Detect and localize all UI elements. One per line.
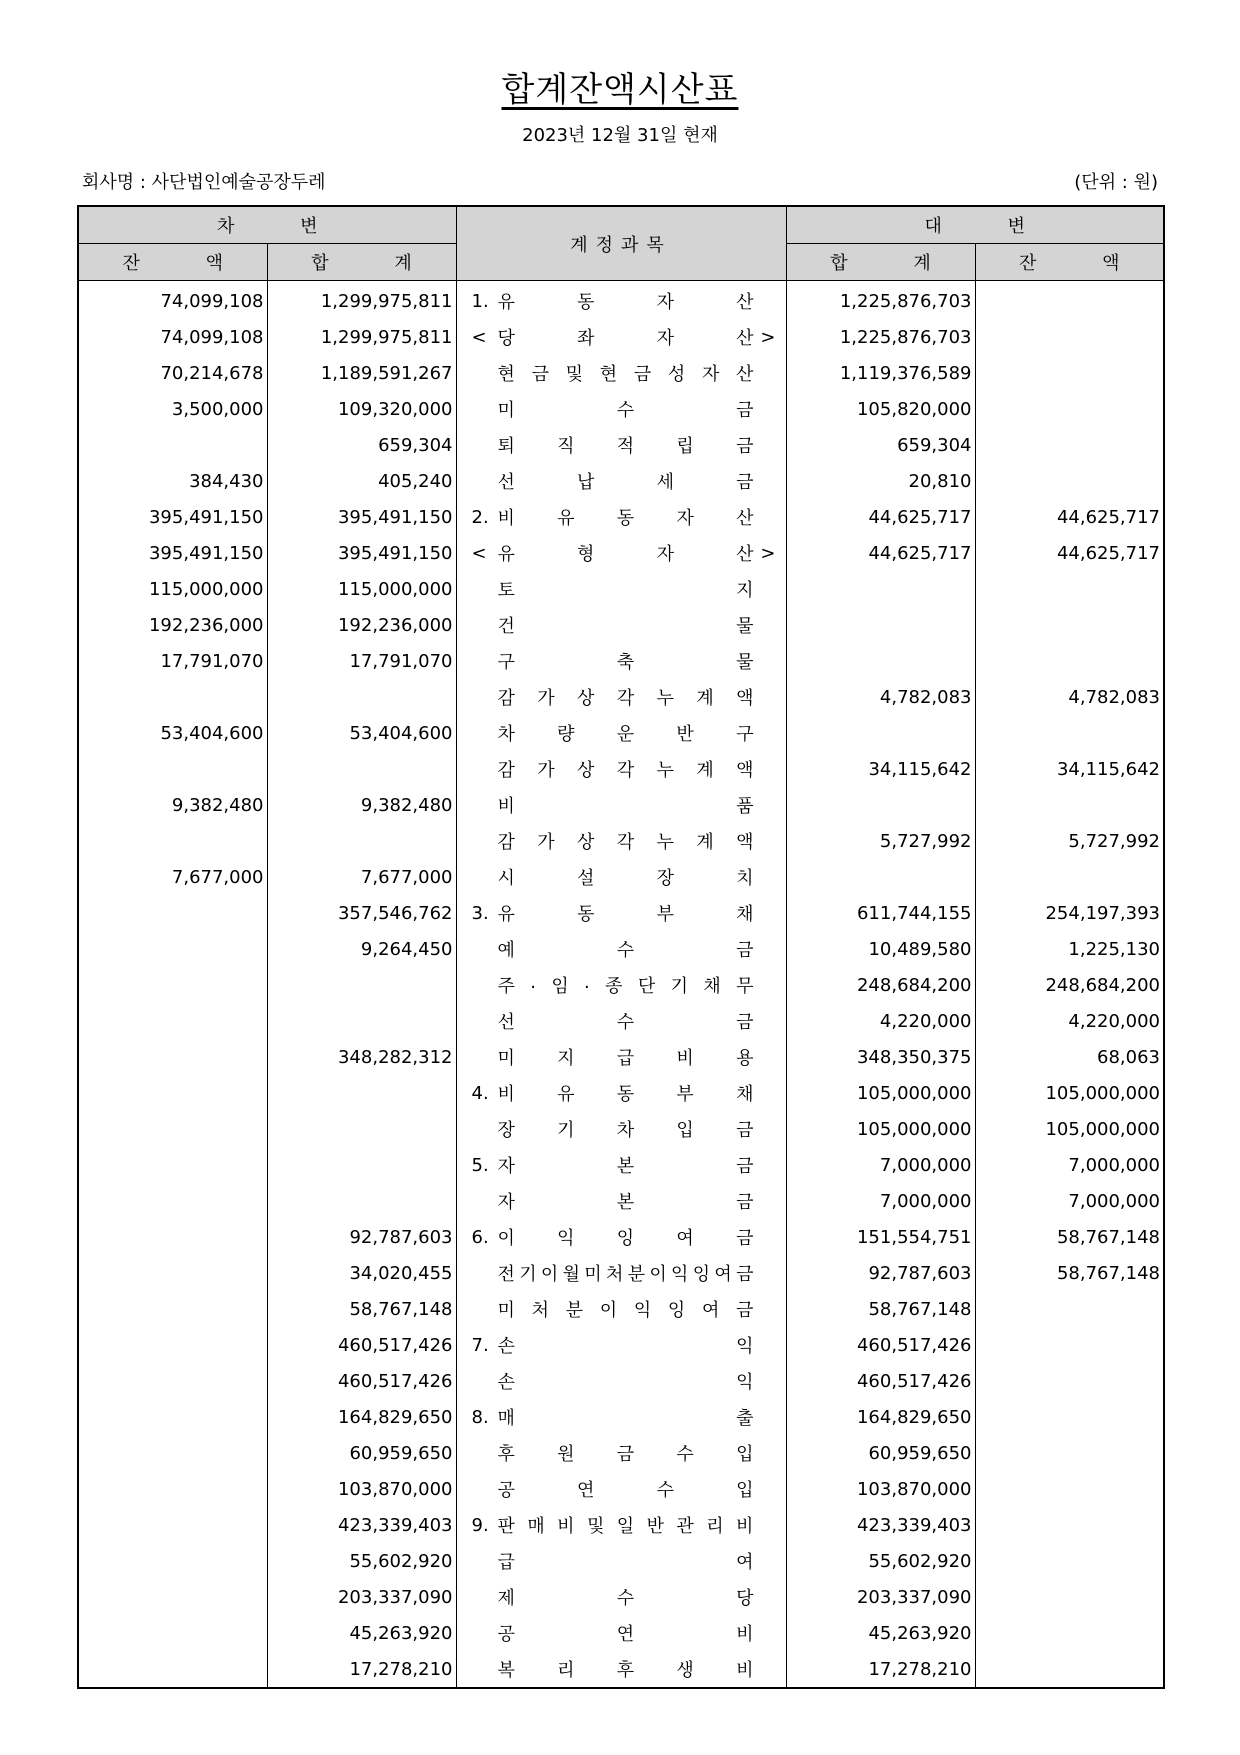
- debit-total-cell: 109,320,000: [267, 391, 456, 427]
- credit-total-cell: 20,810: [786, 463, 975, 499]
- table-row: [78, 1615, 1164, 1651]
- account-cell: [456, 751, 786, 787]
- credit-total-cell: 164,829,650: [786, 1399, 975, 1435]
- account-cell: [456, 1111, 786, 1147]
- debit-balance-cell: [78, 1471, 267, 1507]
- debit-balance-cell: [78, 895, 267, 931]
- credit-balance-cell: 34,115,642: [975, 751, 1164, 787]
- account-name: 제 수 당: [497, 1588, 754, 1609]
- credit-balance-cell: [975, 1615, 1164, 1651]
- table-row: [78, 1111, 1164, 1147]
- account-name: 자 본 금: [497, 1156, 754, 1177]
- debit-total-header: 합 계: [267, 244, 456, 281]
- account-cell: [456, 1579, 786, 1615]
- account-name: 손 익: [497, 1336, 754, 1357]
- credit-balance-cell: [975, 607, 1164, 643]
- credit-balance-cell: [975, 319, 1164, 355]
- account-cell: [456, 1651, 786, 1688]
- credit-balance-cell: [975, 355, 1164, 391]
- credit-total-cell: 55,602,920: [786, 1543, 975, 1579]
- account-cell: [456, 679, 786, 715]
- credit-total-cell: 4,782,083: [786, 679, 975, 715]
- table-row: [78, 607, 1164, 643]
- credit-balance-cell: 58,767,148: [975, 1255, 1164, 1291]
- debit-total-cell: 7,677,000: [267, 859, 456, 895]
- table-row: [78, 751, 1164, 787]
- account-prefix: 1.: [471, 290, 489, 312]
- table-row: [78, 1399, 1164, 1435]
- debit-balance-cell: [78, 679, 267, 715]
- account-name: 자 본 금: [497, 1192, 754, 1213]
- account-header: 계정과목: [456, 206, 786, 281]
- account-cell: [456, 571, 786, 607]
- debit-balance-cell: [78, 427, 267, 463]
- credit-total-cell: [786, 607, 975, 643]
- table-row: [78, 427, 1164, 463]
- credit-total-cell: 60,959,650: [786, 1435, 975, 1471]
- debit-total-cell: [267, 1147, 456, 1183]
- table-row: [78, 355, 1164, 391]
- account-cell: [456, 1507, 786, 1543]
- debit-balance-cell: [78, 1183, 267, 1219]
- credit-total-cell: 10,489,580: [786, 931, 975, 967]
- debit-total-cell: 17,278,210: [267, 1651, 456, 1688]
- credit-total-cell: 348,350,375: [786, 1039, 975, 1075]
- credit-total-cell: 103,870,000: [786, 1471, 975, 1507]
- account-cell: [456, 1291, 786, 1327]
- credit-total-cell: 92,787,603: [786, 1255, 975, 1291]
- account-name: 건 물: [497, 616, 754, 637]
- debit-balance-cell: 53,404,600: [78, 715, 267, 751]
- debit-balance-cell: [78, 1219, 267, 1255]
- credit-balance-cell: [975, 715, 1164, 751]
- debit-balance-cell: [78, 1363, 267, 1399]
- account-name: 선 수 금: [497, 1012, 754, 1033]
- account-name: 차 량 운 반 구: [497, 724, 754, 745]
- table-row: [78, 895, 1164, 931]
- account-name: 매 출: [497, 1408, 754, 1429]
- account-name: 예 수 금: [497, 940, 754, 961]
- account-name: 당 좌 자 산: [497, 328, 754, 349]
- credit-balance-cell: [975, 427, 1164, 463]
- account-cell: [456, 1003, 786, 1039]
- debit-balance-cell: 384,430: [78, 463, 267, 499]
- table-row: [78, 1471, 1164, 1507]
- credit-total-cell: 5,727,992: [786, 823, 975, 859]
- account-cell: [456, 643, 786, 679]
- debit-total-cell: 45,263,920: [267, 1615, 456, 1651]
- credit-balance-cell: 58,767,148: [975, 1219, 1164, 1255]
- debit-balance-cell: [78, 1651, 267, 1688]
- credit-total-cell: 1,225,876,703: [786, 281, 975, 320]
- debit-total-cell: 395,491,150: [267, 535, 456, 571]
- account-name: 미 처 분 이 익 잉 여 금: [497, 1300, 754, 1321]
- credit-balance-cell: 44,625,717: [975, 499, 1164, 535]
- account-name: 구 축 물: [497, 652, 754, 673]
- credit-balance-cell: 68,063: [975, 1039, 1164, 1075]
- credit-total-cell: 659,304: [786, 427, 975, 463]
- credit-balance-cell: [975, 859, 1164, 895]
- table-row: [78, 1507, 1164, 1543]
- table-row: [78, 1363, 1164, 1399]
- debit-total-cell: 115,000,000: [267, 571, 456, 607]
- trial-balance-table: [77, 205, 1165, 1689]
- account-prefix: 2.: [471, 506, 489, 528]
- debit-total-cell: 34,020,455: [267, 1255, 456, 1291]
- account-cell: [456, 319, 786, 355]
- debit-total-cell: 460,517,426: [267, 1327, 456, 1363]
- account-cell: [456, 715, 786, 751]
- table-row: [78, 1651, 1164, 1688]
- debit-balance-cell: [78, 1615, 267, 1651]
- account-name: 비 품: [497, 796, 754, 817]
- account-prefix: <: [471, 542, 487, 564]
- debit-total-cell: 423,339,403: [267, 1507, 456, 1543]
- debit-total-cell: 60,959,650: [267, 1435, 456, 1471]
- table-row: [78, 391, 1164, 427]
- credit-balance-cell: 105,000,000: [975, 1111, 1164, 1147]
- account-prefix: 8.: [471, 1406, 489, 1428]
- account-name: 후 원 금 수 입: [497, 1444, 754, 1465]
- account-prefix: 4.: [471, 1082, 489, 1104]
- debit-total-cell: 92,787,603: [267, 1219, 456, 1255]
- credit-balance-cell: [975, 463, 1164, 499]
- account-name: 공 연 수 입: [497, 1480, 754, 1501]
- table-row: [78, 1039, 1164, 1075]
- account-cell: [456, 463, 786, 499]
- account-cell: [456, 427, 786, 463]
- debit-balance-cell: [78, 1435, 267, 1471]
- credit-total-cell: 45,263,920: [786, 1615, 975, 1651]
- credit-balance-cell: [975, 1291, 1164, 1327]
- account-suffix: >: [760, 326, 776, 348]
- account-name: 복 리 후 생 비: [497, 1660, 754, 1681]
- debit-balance-cell: 9,382,480: [78, 787, 267, 823]
- credit-total-cell: 460,517,426: [786, 1363, 975, 1399]
- account-name: 퇴 직 적 립 금: [497, 436, 754, 457]
- credit-total-cell: [786, 571, 975, 607]
- table-row: [78, 787, 1164, 823]
- credit-balance-cell: [975, 391, 1164, 427]
- debit-balance-cell: [78, 1147, 267, 1183]
- credit-total-cell: 151,554,751: [786, 1219, 975, 1255]
- debit-total-cell: 1,189,591,267: [267, 355, 456, 391]
- account-name: 전 기 이 월 미 처 분 이 익 잉 여 금: [497, 1264, 754, 1285]
- debit-total-cell: 203,337,090: [267, 1579, 456, 1615]
- credit-balance-cell: 4,782,083: [975, 679, 1164, 715]
- account-name: 현 금 및 현 금 성 자 산: [497, 364, 754, 385]
- debit-balance-cell: 395,491,150: [78, 535, 267, 571]
- debit-total-cell: 348,282,312: [267, 1039, 456, 1075]
- credit-balance-cell: [975, 1327, 1164, 1363]
- debit-total-cell: [267, 1111, 456, 1147]
- credit-balance-cell: 7,000,000: [975, 1147, 1164, 1183]
- table-row: [78, 1075, 1164, 1111]
- account-cell: [456, 1363, 786, 1399]
- account-cell: [456, 355, 786, 391]
- debit-balance-cell: 70,214,678: [78, 355, 267, 391]
- debit-balance-cell: [78, 1003, 267, 1039]
- credit-total-header: 합 계: [786, 244, 975, 281]
- credit-total-cell: 423,339,403: [786, 1507, 975, 1543]
- table-row: [78, 463, 1164, 499]
- table-row: [78, 643, 1164, 679]
- table-row: [78, 1255, 1164, 1291]
- credit-balance-cell: 1,225,130: [975, 931, 1164, 967]
- debit-total-cell: 164,829,650: [267, 1399, 456, 1435]
- table-row: [78, 1435, 1164, 1471]
- debit-balance-cell: [78, 1399, 267, 1435]
- account-name: 급 여: [497, 1552, 754, 1573]
- account-name: 감 가 상 각 누 계 액: [497, 688, 754, 709]
- credit-total-cell: [786, 715, 975, 751]
- debit-total-cell: 460,517,426: [267, 1363, 456, 1399]
- report-date: 2023년 12월 31일 현재: [522, 125, 718, 146]
- table-row: [78, 1579, 1164, 1615]
- account-prefix: 5.: [471, 1154, 489, 1176]
- credit-total-cell: 7,000,000: [786, 1183, 975, 1219]
- credit-balance-cell: [975, 1507, 1164, 1543]
- credit-balance-cell: 105,000,000: [975, 1075, 1164, 1111]
- debit-total-cell: 1,299,975,811: [267, 281, 456, 320]
- table-row: [78, 281, 1164, 320]
- credit-balance-cell: [975, 1399, 1164, 1435]
- account-cell: [456, 1543, 786, 1579]
- table-row: [78, 967, 1164, 1003]
- table-row: [78, 319, 1164, 355]
- credit-total-cell: [786, 787, 975, 823]
- credit-total-cell: 17,278,210: [786, 1651, 975, 1688]
- credit-header: 대 변: [786, 206, 1164, 244]
- debit-total-cell: [267, 823, 456, 859]
- table-body: [78, 281, 1164, 1689]
- account-name: 미 지 급 비 용: [497, 1048, 754, 1069]
- debit-balance-cell: [78, 1039, 267, 1075]
- account-cell: [456, 499, 786, 535]
- account-cell: [456, 895, 786, 931]
- account-name: 선 납 세 금: [497, 472, 754, 493]
- credit-total-cell: 105,820,000: [786, 391, 975, 427]
- credit-balance-cell: [975, 281, 1164, 320]
- account-prefix: 6.: [471, 1226, 489, 1248]
- table-row: [78, 1183, 1164, 1219]
- account-cell: [456, 1615, 786, 1651]
- credit-balance-cell: 44,625,717: [975, 535, 1164, 571]
- account-name: 토 지: [497, 580, 754, 601]
- account-cell: [456, 607, 786, 643]
- debit-balance-cell: [78, 1543, 267, 1579]
- credit-total-cell: 4,220,000: [786, 1003, 975, 1039]
- debit-balance-cell: [78, 967, 267, 1003]
- credit-total-cell: 248,684,200: [786, 967, 975, 1003]
- credit-total-cell: 1,225,876,703: [786, 319, 975, 355]
- debit-total-cell: [267, 751, 456, 787]
- table-row: [78, 535, 1164, 571]
- credit-total-cell: 611,744,155: [786, 895, 975, 931]
- debit-balance-cell: 74,099,108: [78, 281, 267, 320]
- table-row: [78, 1291, 1164, 1327]
- debit-total-cell: [267, 1183, 456, 1219]
- debit-total-cell: 357,546,762: [267, 895, 456, 931]
- credit-total-cell: 460,517,426: [786, 1327, 975, 1363]
- account-name: 판 매 비 및 일 반 관 리 비: [497, 1516, 754, 1537]
- account-name: 시 설 장 치: [497, 868, 754, 889]
- debit-total-cell: [267, 679, 456, 715]
- account-cell: [456, 823, 786, 859]
- credit-total-cell: 203,337,090: [786, 1579, 975, 1615]
- debit-total-cell: [267, 1003, 456, 1039]
- debit-total-cell: [267, 967, 456, 1003]
- account-cell: [456, 535, 786, 571]
- account-name: 미 수 금: [497, 400, 754, 421]
- account-name: 유 동 부 채: [497, 904, 754, 925]
- table-row: [78, 1219, 1164, 1255]
- table-row: [78, 571, 1164, 607]
- credit-balance-cell: 248,684,200: [975, 967, 1164, 1003]
- table-row: [78, 1147, 1164, 1183]
- debit-balance-cell: [78, 1075, 267, 1111]
- debit-balance-cell: [78, 823, 267, 859]
- debit-balance-cell: 395,491,150: [78, 499, 267, 535]
- table-row: [78, 931, 1164, 967]
- credit-balance-header: 잔 액: [975, 244, 1164, 281]
- credit-balance-cell: [975, 1435, 1164, 1471]
- debit-balance-cell: [78, 931, 267, 967]
- account-prefix: <: [471, 326, 487, 348]
- table-row: [78, 499, 1164, 535]
- debit-total-cell: 58,767,148: [267, 1291, 456, 1327]
- credit-balance-cell: [975, 643, 1164, 679]
- table-row: [78, 859, 1164, 895]
- credit-total-cell: 44,625,717: [786, 535, 975, 571]
- credit-balance-cell: [975, 1471, 1164, 1507]
- account-name: 손 익: [497, 1372, 754, 1393]
- debit-balance-cell: 3,500,000: [78, 391, 267, 427]
- credit-balance-cell: [975, 1651, 1164, 1688]
- credit-total-cell: 44,625,717: [786, 499, 975, 535]
- debit-balance-cell: 7,677,000: [78, 859, 267, 895]
- credit-balance-cell: [975, 571, 1164, 607]
- account-cell: [456, 1039, 786, 1075]
- account-name: 이 익 잉 여 금: [497, 1228, 754, 1249]
- debit-header: 차 변: [78, 206, 456, 244]
- account-name: 공 연 비: [497, 1624, 754, 1645]
- credit-total-cell: 58,767,148: [786, 1291, 975, 1327]
- account-cell: [456, 1471, 786, 1507]
- debit-total-cell: 9,264,450: [267, 931, 456, 967]
- account-name: 비 유 동 부 채: [497, 1084, 754, 1105]
- account-prefix: 7.: [471, 1334, 489, 1356]
- debit-total-cell: 55,602,920: [267, 1543, 456, 1579]
- credit-total-cell: 105,000,000: [786, 1111, 975, 1147]
- account-cell: [456, 1435, 786, 1471]
- debit-balance-cell: [78, 1255, 267, 1291]
- debit-total-cell: 17,791,070: [267, 643, 456, 679]
- account-name: 유 형 자 산: [497, 544, 754, 565]
- table-row: [78, 823, 1164, 859]
- debit-balance-cell: 17,791,070: [78, 643, 267, 679]
- account-cell: [456, 1327, 786, 1363]
- account-cell: [456, 1255, 786, 1291]
- credit-balance-cell: [975, 1579, 1164, 1615]
- account-cell: [456, 967, 786, 1003]
- credit-balance-cell: [975, 787, 1164, 823]
- credit-total-cell: [786, 643, 975, 679]
- account-suffix: >: [760, 542, 776, 564]
- account-cell: [456, 1219, 786, 1255]
- credit-balance-cell: [975, 1543, 1164, 1579]
- account-name: 유 동 자 산: [497, 292, 754, 313]
- account-name: 감 가 상 각 누 계 액: [497, 832, 754, 853]
- credit-total-cell: 7,000,000: [786, 1147, 975, 1183]
- credit-balance-cell: 4,220,000: [975, 1003, 1164, 1039]
- debit-balance-cell: 74,099,108: [78, 319, 267, 355]
- table-row: [78, 1543, 1164, 1579]
- account-cell: [456, 1399, 786, 1435]
- debit-total-cell: 53,404,600: [267, 715, 456, 751]
- debit-total-cell: 405,240: [267, 463, 456, 499]
- account-name: 주 . 임 . 종 단 기 채 무: [497, 972, 754, 997]
- account-cell: [456, 859, 786, 895]
- account-cell: [456, 787, 786, 823]
- debit-total-cell: 9,382,480: [267, 787, 456, 823]
- credit-balance-cell: [975, 1363, 1164, 1399]
- credit-total-cell: [786, 859, 975, 895]
- debit-balance-cell: [78, 1291, 267, 1327]
- account-cell: [456, 1075, 786, 1111]
- debit-balance-cell: [78, 1579, 267, 1615]
- debit-balance-cell: [78, 1111, 267, 1147]
- account-cell: [456, 281, 786, 320]
- debit-total-cell: 395,491,150: [267, 499, 456, 535]
- account-name: 비 유 동 자 산: [497, 508, 754, 529]
- table-row: [78, 679, 1164, 715]
- debit-balance-cell: [78, 1507, 267, 1543]
- credit-balance-cell: 5,727,992: [975, 823, 1164, 859]
- account-name: 장 기 차 입 금: [497, 1120, 754, 1141]
- account-cell: [456, 931, 786, 967]
- debit-total-cell: [267, 1075, 456, 1111]
- credit-total-cell: 34,115,642: [786, 751, 975, 787]
- account-cell: [456, 1147, 786, 1183]
- account-cell: [456, 1183, 786, 1219]
- table-row: [78, 1327, 1164, 1363]
- credit-balance-cell: 254,197,393: [975, 895, 1164, 931]
- account-prefix: 9.: [471, 1514, 489, 1536]
- debit-balance-cell: [78, 1327, 267, 1363]
- account-cell: [456, 391, 786, 427]
- debit-total-cell: 103,870,000: [267, 1471, 456, 1507]
- account-name: 감 가 상 각 누 계 액: [497, 760, 754, 781]
- credit-total-cell: 105,000,000: [786, 1075, 975, 1111]
- debit-total-cell: 1,299,975,811: [267, 319, 456, 355]
- company-name: 회사명 : 사단법인예술공장두레: [82, 172, 326, 193]
- debit-total-cell: 192,236,000: [267, 607, 456, 643]
- debit-balance-header: 잔 액: [78, 244, 267, 281]
- table-row: [78, 1003, 1164, 1039]
- table-row: [78, 715, 1164, 751]
- document-title: 합계잔액시산표: [501, 70, 739, 110]
- debit-balance-cell: 115,000,000: [78, 571, 267, 607]
- credit-balance-cell: 7,000,000: [975, 1183, 1164, 1219]
- credit-total-cell: 1,119,376,589: [786, 355, 975, 391]
- debit-balance-cell: 192,236,000: [78, 607, 267, 643]
- account-prefix: 3.: [471, 902, 489, 924]
- unit-label: (단위 : 원): [1074, 172, 1158, 193]
- debit-total-cell: 659,304: [267, 427, 456, 463]
- debit-balance-cell: [78, 751, 267, 787]
